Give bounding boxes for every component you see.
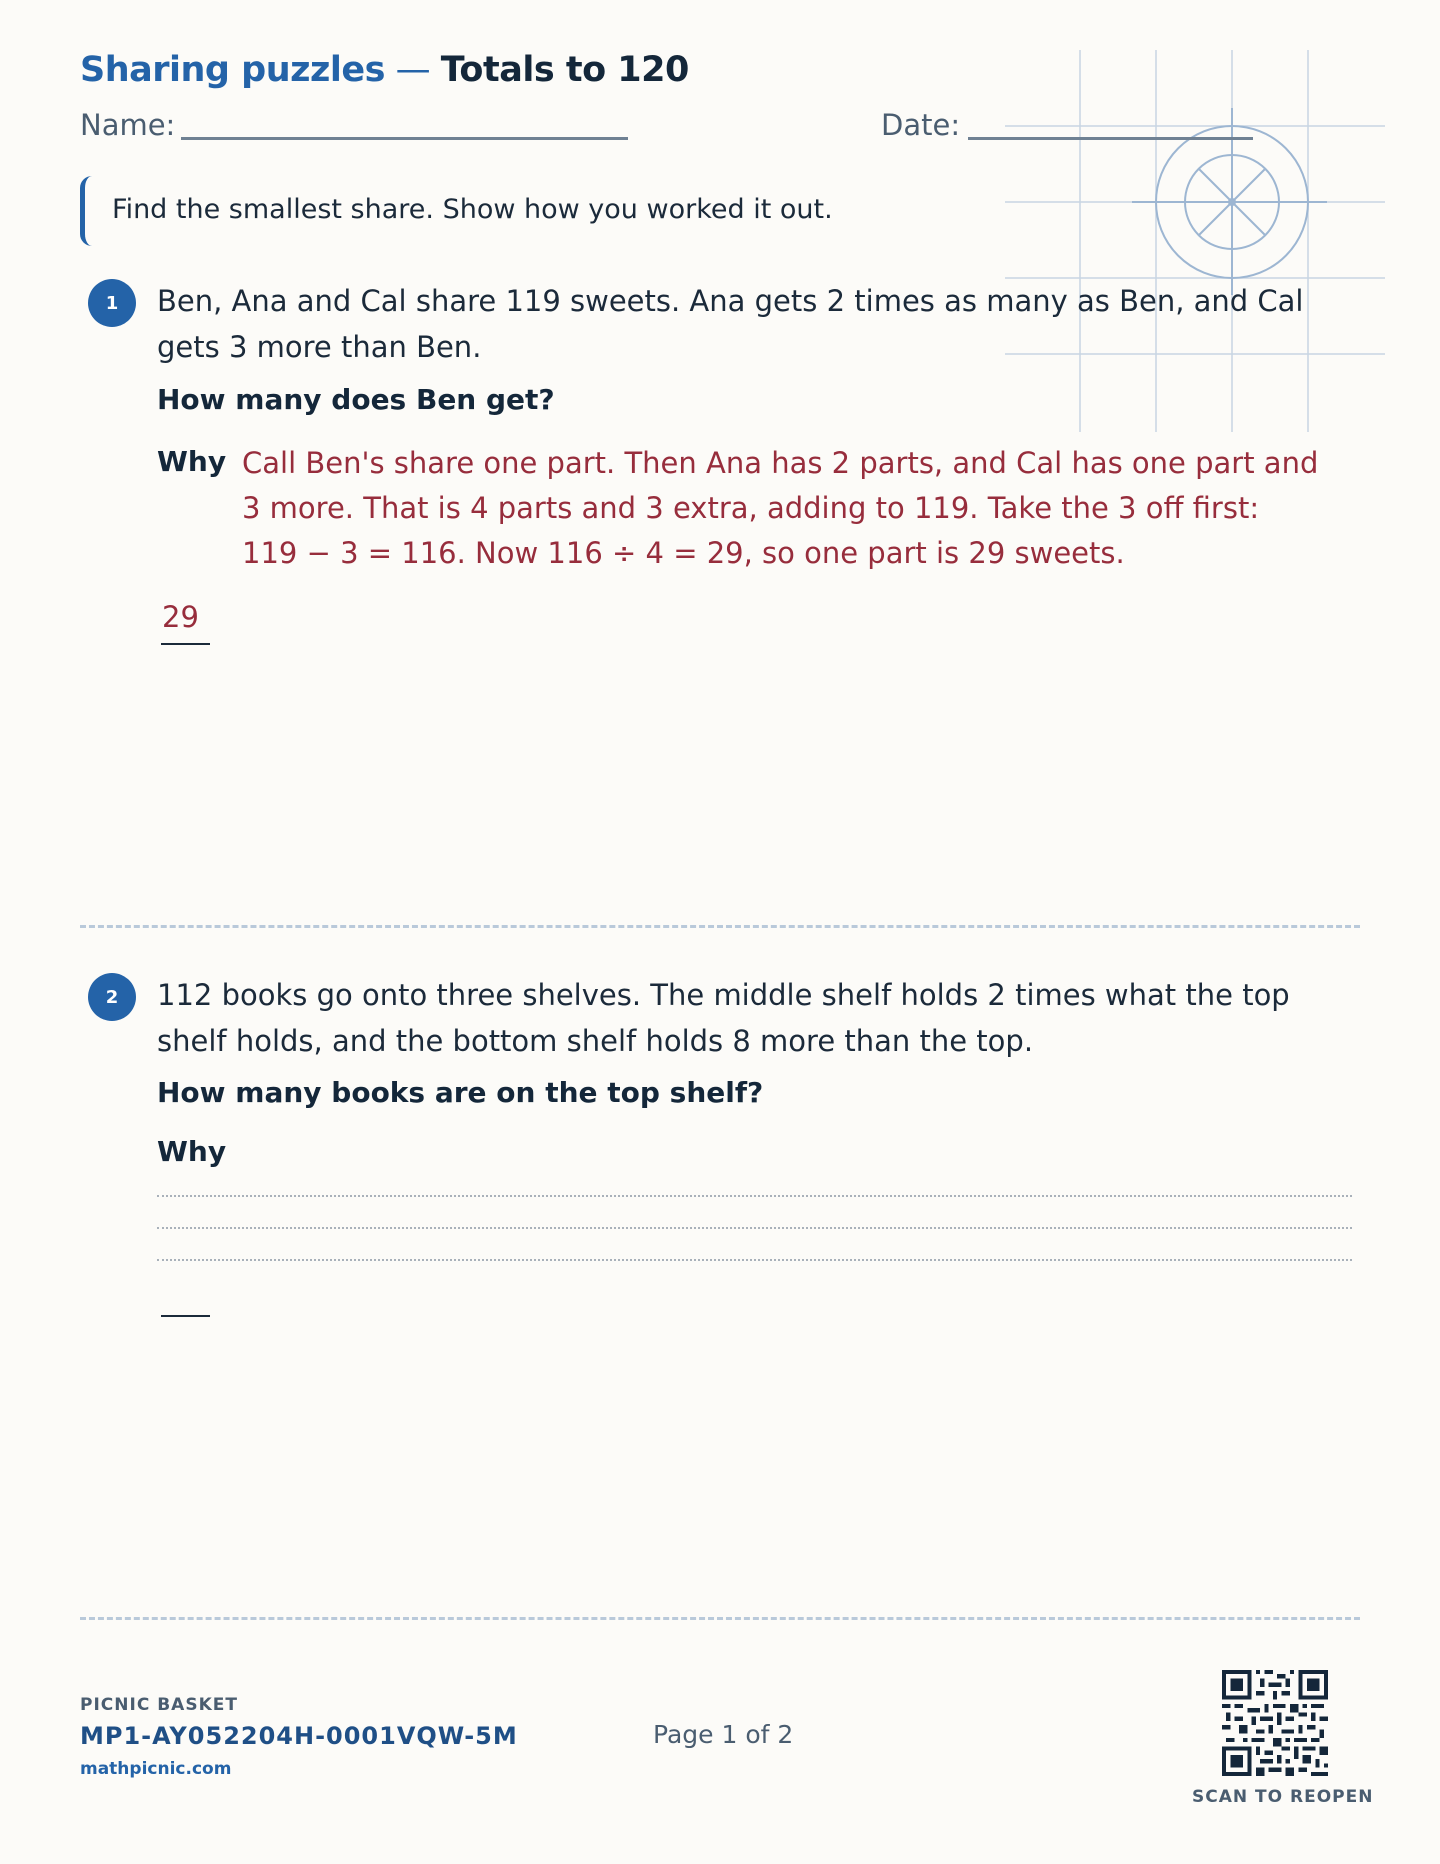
- page-indicator: Page 1 of 2: [653, 1720, 794, 1749]
- question-number-badge: 1: [88, 279, 136, 327]
- site-link[interactable]: mathpicnic.com: [80, 1759, 232, 1779]
- answer-line: [161, 643, 210, 645]
- date-field-line[interactable]: [968, 137, 1253, 140]
- why-label: Why: [157, 1135, 227, 1168]
- question-divider: [80, 925, 1360, 928]
- name-field-line[interactable]: [181, 137, 628, 140]
- instruction-callout: [80, 176, 980, 246]
- name-label: Name:: [80, 108, 176, 142]
- question-prompt: How many books are on the top shelf?: [157, 1076, 764, 1109]
- question-prompt: How many does Ben get?: [157, 383, 555, 416]
- why-label: Why: [157, 445, 227, 478]
- question-text: Ben, Ana and Cal share 119 sweets. Ana gets 2 times as many as Ben, and Cal gets 3 more than Ben.: [157, 284, 1304, 364]
- instruction-text: Find the smallest share. Show how you worked it out.: [112, 194, 833, 225]
- worked-explanation[interactable]: Call Ben's share one part. Then Ana has 2 parts, and Cal has one part and 3 more. That is 4 parts and 3 extra, adding to 119. Take the 3 off first: 119 − 3 = 116. Now 116 ÷ 4 = 29, so one part is 29 sweets.: [242, 446, 1319, 570]
- title-subtopic: Totals to 120: [440, 50, 689, 90]
- question-text: 112 books go onto three shelves. The middle shelf holds 2 times what the top shelf holds, and the bottom shelf holds 8 more than the top.: [157, 978, 1290, 1058]
- page-title: [80, 50, 689, 90]
- worksheet-code: MP1-AY052204H-0001VQW-5M: [80, 1722, 518, 1750]
- footer-divider: [80, 1617, 1360, 1620]
- scan-label: SCAN TO REOPEN: [1192, 1787, 1374, 1807]
- callout-bracket: [80, 176, 92, 246]
- answer-line[interactable]: [161, 1315, 210, 1317]
- date-label: Date:: [881, 108, 961, 142]
- qr-code-icon[interactable]: [1222, 1670, 1328, 1776]
- graph-target-decoration: [1000, 50, 1400, 432]
- title-separator: —: [384, 50, 441, 90]
- brand-name: PICNIC BASKET: [80, 1695, 238, 1715]
- working-line[interactable]: [157, 1195, 1352, 1197]
- answer-value[interactable]: 29: [162, 600, 199, 634]
- question-number-badge: 2: [88, 973, 136, 1021]
- working-line[interactable]: [157, 1259, 1352, 1261]
- title-topic: Sharing puzzles: [80, 50, 385, 90]
- working-line[interactable]: [157, 1227, 1352, 1229]
